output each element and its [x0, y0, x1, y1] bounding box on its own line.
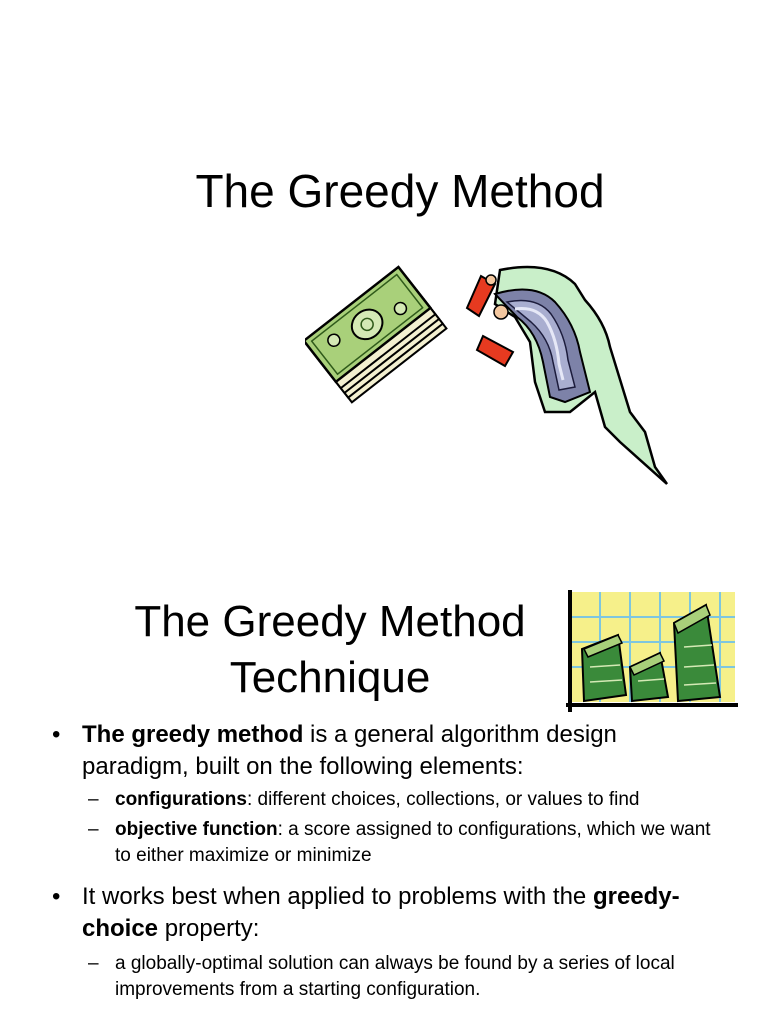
dash-marker: –: [88, 953, 99, 974]
bullet-2-text-after: property:: [158, 915, 260, 942]
bullet-1-text: is a general algorithm design paradigm, built on the following elements:: [82, 721, 617, 780]
money-bar-chart-icon: [560, 587, 740, 717]
bullet-list: [0, 719, 768, 1003]
sub-item-3-text: a globally-optimal solution can always be found by a series of local improvements from a starting configuration.: [115, 953, 675, 1000]
bullet-2-text-before: It works best when applied to problems with the: [82, 883, 593, 910]
sub-item-1-text: : different choices, collections, or values to find: [246, 789, 640, 810]
sub-item-1-bold: configurations: [115, 789, 247, 810]
slide-1-title: The Greedy Method: [195, 165, 605, 217]
sub-list-item: [0, 787, 768, 813]
slide-2-title: [60, 594, 600, 706]
money-stack-icon: [305, 265, 450, 410]
dash-marker: –: [88, 789, 99, 810]
dash-marker: –: [88, 819, 99, 840]
slide-2-title-line-1: The Greedy Method: [134, 597, 526, 646]
sub-item-2-text: : a score assigned to configurations, which we want to either maximize or minimize: [115, 819, 711, 866]
bullet-2-bold: greedy-choice: [82, 883, 680, 942]
sub-list-item: [0, 817, 768, 869]
bullet-marker: •: [52, 883, 61, 910]
list-item: [0, 719, 768, 783]
winding-road-icon: [455, 262, 675, 492]
sub-item-2-bold: objective function: [115, 819, 278, 840]
slide-2: [0, 512, 768, 1024]
list-item: [0, 881, 768, 945]
bullet-1-bold: The greedy method: [82, 721, 304, 748]
slide-2-title-line-2: Technique: [229, 653, 431, 702]
bullet-marker: •: [52, 721, 61, 748]
sub-list-item: [0, 951, 768, 1003]
